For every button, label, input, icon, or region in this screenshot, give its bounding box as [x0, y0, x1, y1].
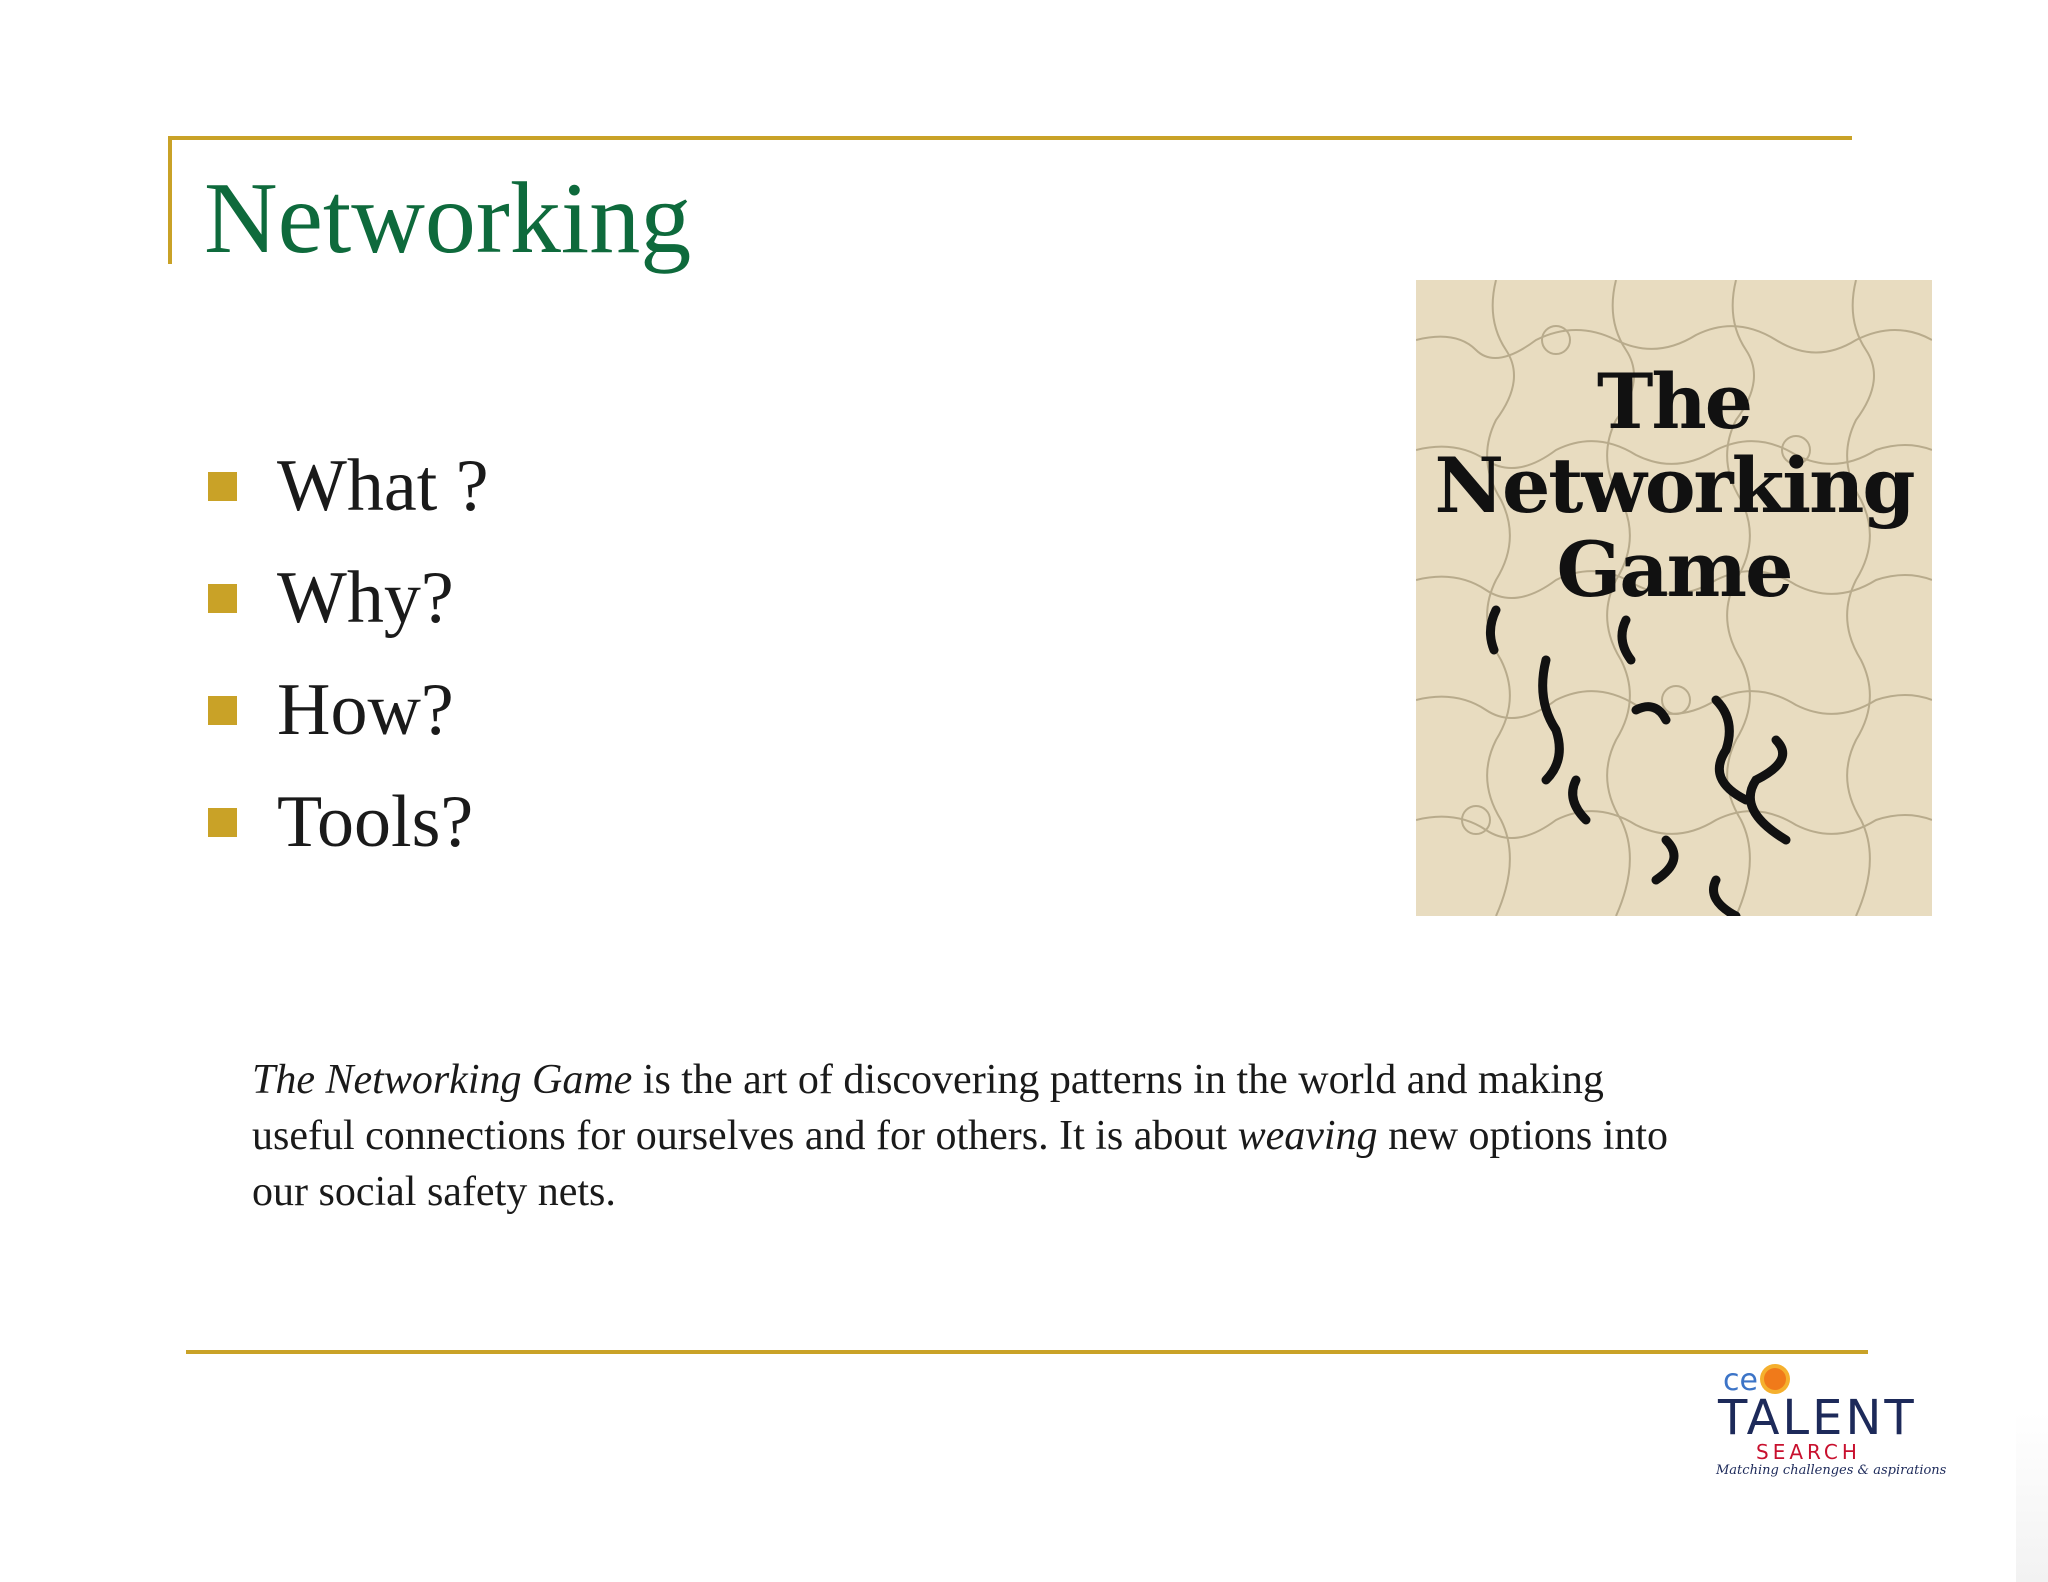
networking-game-puzzle-image: [1416, 280, 1932, 916]
bullet-list: [208, 430, 489, 878]
ce-talent-search-logo: [1716, 1362, 1956, 1482]
networking-definition-quote: [252, 1052, 1692, 1220]
slide-title: Networking: [204, 162, 692, 275]
logo-ce-mark: ce: [1723, 1363, 1758, 1398]
sun-icon: [1764, 1368, 1786, 1390]
bullet-text: Tools?: [277, 781, 474, 863]
bullet-item: [208, 766, 489, 878]
quote-italic-word: weaving: [1237, 1113, 1378, 1159]
logo-tagline: Matching challenges & aspirations: [1716, 1463, 1947, 1478]
page-corner-shade: [2016, 1412, 2048, 1582]
title-frame-top-rule: [168, 136, 1852, 140]
logo-brand: TALENT: [1718, 1390, 1917, 1446]
bullet-text: How?: [277, 669, 454, 751]
bullet-square-icon: [208, 808, 237, 837]
logo-sub: SEARCH: [1756, 1440, 1861, 1464]
bullet-text: Why?: [277, 557, 454, 639]
puzzle-caption-line: Networking: [1434, 441, 1914, 530]
bullet-text: What ?: [277, 445, 489, 527]
footer-rule: [186, 1350, 1868, 1354]
puzzle-image-caption: [1416, 357, 1932, 614]
quote-text: new options into our social safety nets.: [252, 1113, 1669, 1215]
bullet-item: [208, 654, 489, 766]
title-frame-left-rule: [168, 136, 172, 264]
bullet-item: [208, 542, 489, 654]
bullet-item: [208, 430, 489, 542]
quote-text: is the art of discovering patterns in the world and making useful connections for ourselves and for others. It is about: [252, 1057, 1604, 1159]
bullet-square-icon: [208, 472, 237, 501]
bullet-square-icon: [208, 584, 237, 613]
quote-italic-title: The Networking Game: [252, 1057, 633, 1103]
bullet-square-icon: [208, 696, 237, 725]
puzzle-caption-line: The: [1596, 357, 1752, 446]
puzzle-caption-line: Game: [1556, 525, 1792, 614]
